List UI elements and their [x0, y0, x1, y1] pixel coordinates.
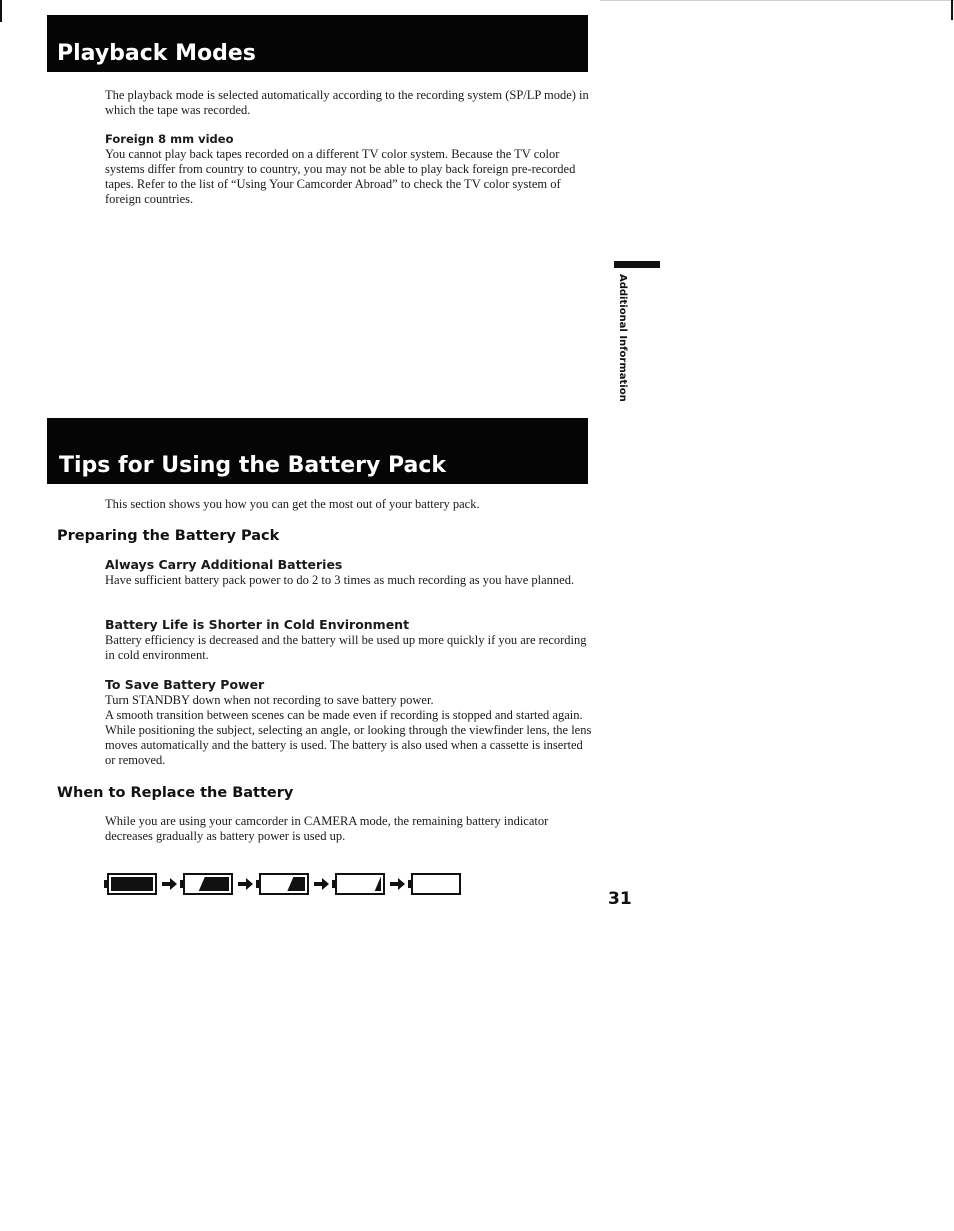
cold-environment-heading: Battery Life is Shorter in Cold Environment [105, 617, 410, 632]
scan-edge-left [0, 0, 2, 22]
save-power-text-1: Turn STANDBY down when not recording to save battery power. [105, 693, 434, 707]
cold-environment-text: Battery efficiency is decreased and the battery will be used up more quickly if you are recording in cold environment. [105, 633, 587, 662]
scan-edge-right [951, 0, 953, 20]
playback-modes-title: Playback Modes [47, 15, 588, 72]
preparing-battery-heading: Preparing the Battery Pack [57, 528, 280, 544]
replace-battery-text: While you are using your camcorder in CAMERA mode, the remaining battery indicator decreases gradually as battery power is used up. [105, 814, 549, 843]
save-power-text-2: A smooth transition between scenes can be made even if recording is stopped and started again. While positioning the subject, selecting an angle, or looking through the viewfinder lens, the lens moves automatically and the battery is used. The battery is also used when a cassette is inserted or removed. [105, 708, 592, 767]
battery-indicator-sequence [104, 871, 474, 897]
arrow-right-icon [162, 878, 177, 890]
foreign-video-text: You cannot play back tapes recorded on a different TV color system. Because the TV color systems differ from country to country, you may not be able to play back foreign pre-recorded tapes. Refer to the list of “Using Your Camcorder Abroad” to check the TV color system of foreign countries. [105, 147, 576, 206]
battery-icon [408, 874, 460, 894]
battery-icon [104, 874, 156, 894]
battery-icon [180, 874, 232, 894]
foreign-video-heading: Foreign 8 mm video [105, 132, 234, 146]
playback-intro: The playback mode is selected automatically according to the recording system (SP/LP mode) in which the tape was recorded. [105, 88, 589, 117]
replace-battery-heading: When to Replace the Battery [57, 785, 294, 801]
battery-icon [256, 874, 308, 894]
arrow-right-icon [390, 878, 405, 890]
save-power-heading: To Save Battery Power [105, 677, 265, 692]
arrow-right-icon [238, 878, 253, 890]
battery-charge-fill [199, 877, 229, 891]
battery-icon [332, 874, 384, 894]
side-tab-additional-information: Additional Information [617, 274, 628, 402]
scan-edge-top [600, 0, 954, 1]
carry-batteries-text: Have sufficient battery pack power to do 2 to 3 times as much recording as you have planned. [105, 573, 575, 587]
battery-charge-fill [287, 877, 305, 891]
arrow-right-icon [314, 878, 329, 890]
page-number: 31 [608, 889, 632, 909]
battery-tips-intro: This section shows you how you can get the most out of your battery pack. [105, 497, 480, 511]
carry-batteries-heading: Always Carry Additional Batteries [105, 557, 343, 572]
battery-tips-title: Tips for Using the Battery Pack [47, 418, 588, 484]
battery-charge-fill [375, 877, 381, 891]
battery-charge-fill [111, 877, 153, 891]
side-tab-marker [614, 261, 660, 268]
